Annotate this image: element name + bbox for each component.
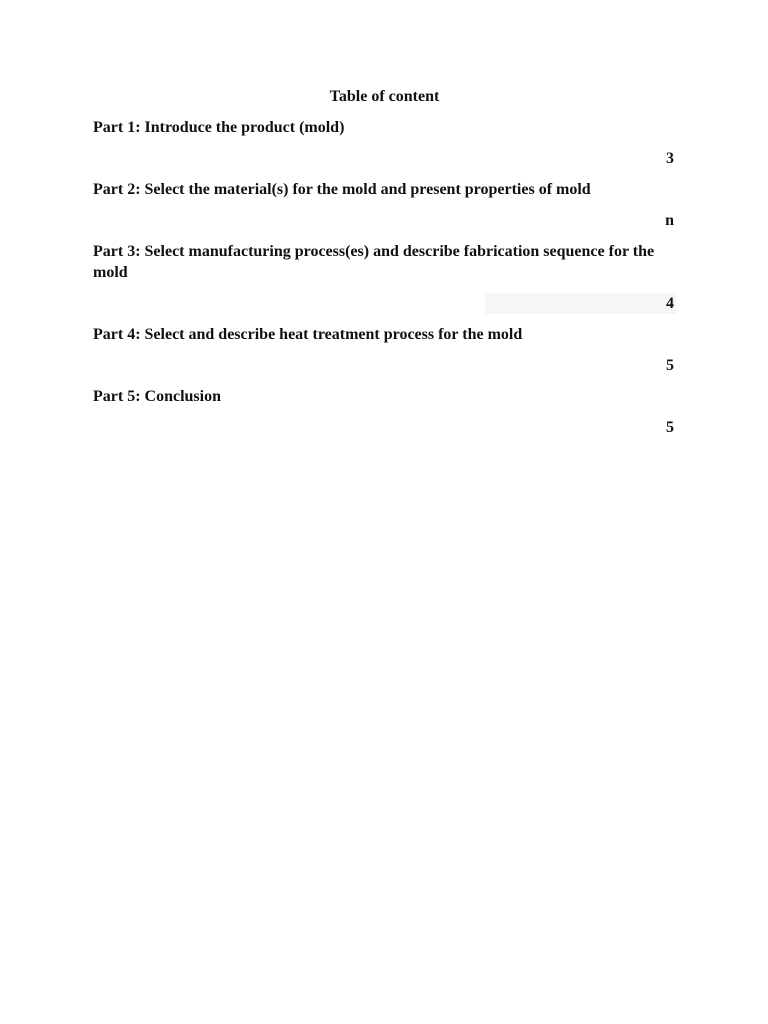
toc-entry-title: Part 5: Conclusion [93, 388, 221, 405]
toc-entry-page-row [93, 148, 676, 169]
toc-entry-title: Part 1: Introduce the product (mold) [93, 119, 345, 136]
toc-entry-page-number: 5 [666, 419, 674, 436]
toc-entry-page-number: 5 [666, 357, 674, 374]
toc-entry-page-row [93, 210, 676, 231]
toc-entry-part-1 [93, 117, 676, 169]
toc-entry-page-number: n [665, 212, 674, 229]
toc-entry-page-number: 4 [666, 295, 674, 312]
page-number-highlight [485, 293, 676, 314]
toc-entry-page-number: 3 [666, 150, 674, 167]
toc-entry-part-4 [93, 324, 676, 376]
toc-entry-page-row [93, 293, 676, 314]
toc-entry-title: Part 4: Select and describe heat treatment process for the mold [93, 326, 523, 343]
toc-entry-part-3 [93, 241, 676, 314]
toc-entry-part-5 [93, 386, 676, 438]
table-of-contents [93, 86, 676, 448]
toc-entry-page-row [93, 417, 676, 438]
toc-entry-page-row [93, 355, 676, 376]
toc-entry-title: Part 2: Select the material(s) for the mold and present properties of mold [93, 181, 591, 198]
toc-entry-title: Part 3: Select manufacturing process(es) and describe fabrication sequence for the mold [93, 243, 655, 281]
toc-title: Table of content [329, 88, 440, 105]
toc-entry-part-2 [93, 179, 676, 231]
